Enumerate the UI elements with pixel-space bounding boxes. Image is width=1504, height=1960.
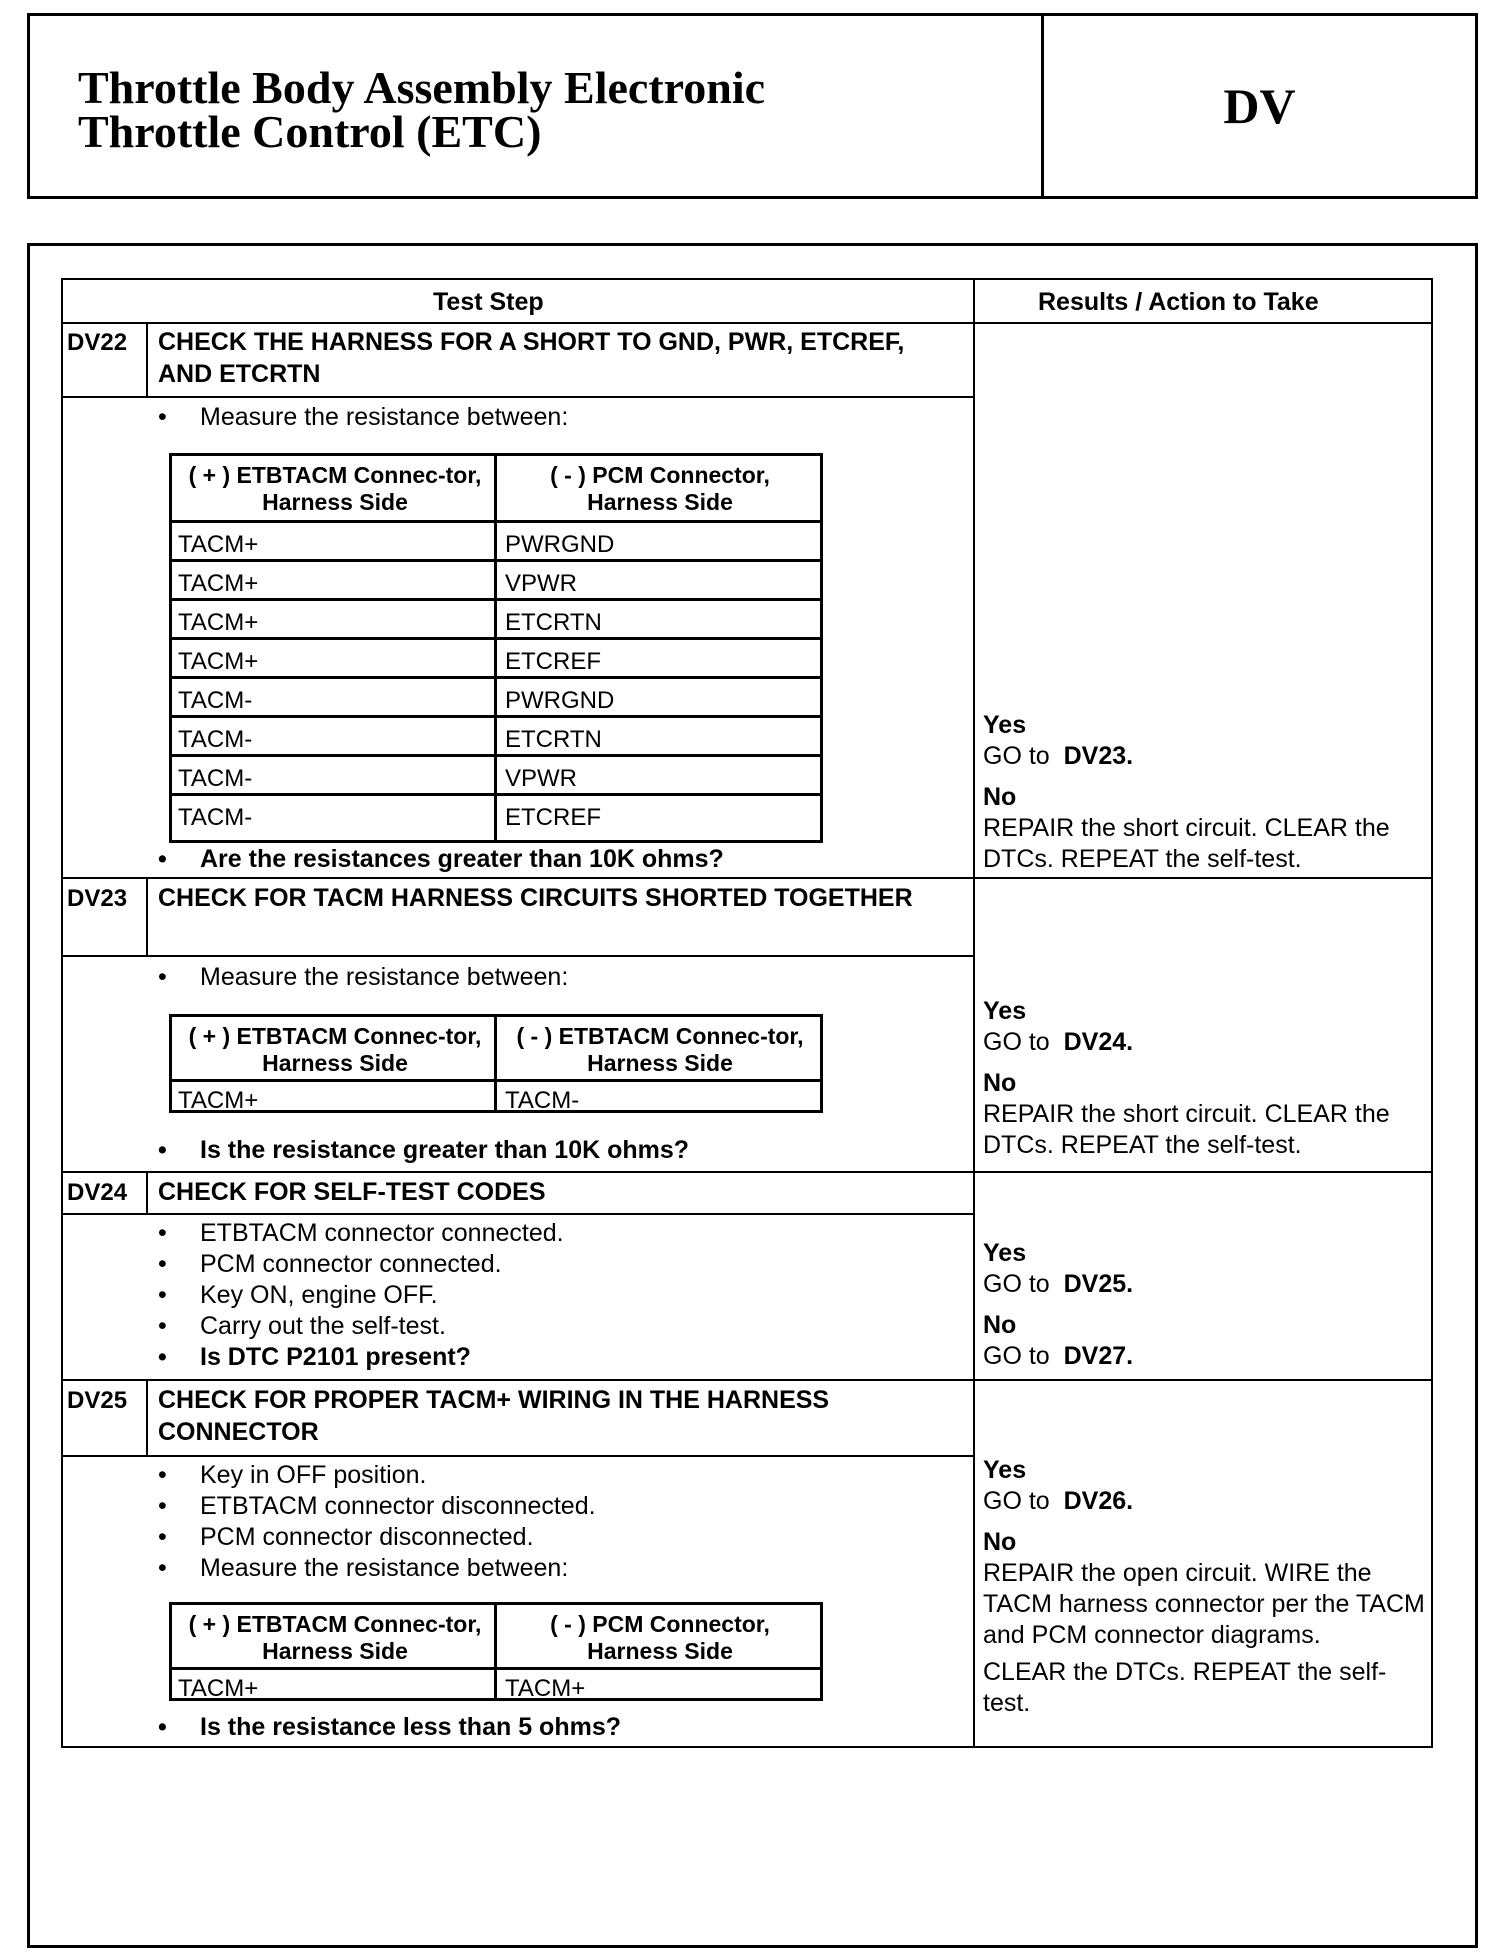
step-code: DV22 [67,329,128,356]
bullet-item: • PCM connector disconnected. [158,1523,534,1551]
table-row [172,559,820,562]
step-result [983,996,1423,1161]
table-row [172,754,820,757]
step-separator [63,1171,1431,1173]
title-line-1: Throttle Body Assembly Electronic [78,62,766,113]
table-row [172,637,820,640]
cell-minus: PWRGND [505,687,615,714]
cell-plus: TACM+ [178,570,259,597]
cell-plus: TACM+ [178,1675,259,1702]
measurement-header-minus: ( - ) PCM Connector, Harness Side [550,462,770,515]
yes-label: Yes [983,1239,1027,1267]
step-result [983,710,1423,875]
yes-label: Yes [983,1456,1027,1484]
measurement-header-minus: ( - ) PCM Connector, Harness Side [550,1611,770,1664]
measurement-header-minus: ( - ) ETBTACM Connec-tor, Harness Side [516,1023,804,1076]
bullet-item: • Key ON, engine OFF. [158,1281,438,1309]
no-label: No [983,1311,1017,1339]
step-separator [63,1379,1431,1381]
bullet-item: • Key in OFF position. [158,1461,427,1489]
table-row [172,1667,820,1670]
code-divider [146,1379,148,1456]
title-row-border [63,1455,973,1457]
step-title: CHECK FOR PROPER TACM+ WIRING IN THE HARNESS CONNECTOR [158,1386,830,1446]
table-row [172,1079,820,1082]
step-code: DV24 [67,1179,128,1206]
step-question: • Are the resistances greater than 10K ohms? [158,845,724,873]
step-code: DV25 [67,1387,128,1414]
no-action: REPAIR the open circuit. WIRE the TACM harness connector per the TACM and PCM connector diagrams. [983,1559,1425,1649]
measurement-table [169,1602,823,1701]
cell-minus: ETCRTN [505,726,602,753]
table-row [172,520,820,523]
cell-plus: TACM- [178,726,253,753]
measurement-table-divider [494,1017,497,1110]
yes-action: GO to DV26. [983,1487,1134,1515]
table-row [172,598,820,601]
bullet-item: • ETBTACM connector disconnected. [158,1492,596,1520]
yes-action: GO to DV24. [983,1028,1134,1056]
yes-action: GO to DV23. [983,742,1134,770]
measurement-table-divider [494,456,497,840]
cell-minus: TACM- [505,1087,580,1114]
no-label: No [983,783,1017,811]
cell-minus: ETCREF [505,804,601,831]
step-question: • Is DTC P2101 present? [158,1343,471,1371]
no-label: No [983,1528,1017,1556]
measurement-table [169,1014,823,1113]
test-step-table [61,278,1433,1748]
yes-action: GO to DV25. [983,1270,1134,1298]
yes-label: Yes [983,997,1027,1025]
step-result [983,1238,1423,1372]
cell-minus: ETCREF [505,648,601,675]
title-row-border [63,955,973,957]
cell-plus: TACM+ [178,609,259,636]
step-question: • Is the resistance greater than 10K ohms? [158,1136,690,1164]
title-row-border [63,396,973,398]
step-title: CHECK FOR SELF-TEST CODES [158,1178,546,1206]
cell-minus: VPWR [505,570,577,597]
no-action: REPAIR the short circuit. CLEAR the DTCs. REPEAT the self-test. [983,1100,1390,1159]
header-row-border [63,322,1431,324]
page-header [27,13,1478,199]
no-action: GO to DV27. [983,1342,1134,1370]
bullet-item: • Measure the resistance between: [158,963,569,991]
cell-minus: VPWR [505,765,577,792]
step-title: CHECK FOR TACM HARNESS CIRCUITS SHORTED TOGETHER [158,884,913,912]
step-title: CHECK THE HARNESS FOR A SHORT TO GND, PWR, ETCREF, AND ETCRTN [158,328,905,388]
column-divider [973,280,975,1746]
no-action-2: CLEAR the DTCs. REPEAT the self-test. [983,1658,1387,1717]
cell-plus: TACM- [178,765,253,792]
title-line-2: Throttle Control (ETC) [78,106,542,157]
code-divider [146,322,148,397]
cell-minus: PWRGND [505,531,615,558]
measurement-header-plus: ( + ) ETBTACM Connec-tor, Harness Side [188,462,482,515]
code-divider [146,1171,148,1214]
col-header-test-step: Test Step [433,288,544,316]
step-result [983,1455,1428,1719]
page-title [78,62,766,157]
measurement-table-divider [494,1605,497,1698]
step-separator [63,877,1431,879]
cell-plus: TACM+ [178,1087,259,1114]
cell-plus: TACM- [178,687,253,714]
table-row [172,676,820,679]
yes-label: Yes [983,711,1027,739]
table-row [172,715,820,718]
bullet-item: • Measure the resistance between: [158,1554,569,1582]
measurement-header-plus: ( + ) ETBTACM Connec-tor, Harness Side [188,1023,482,1076]
step-code: DV23 [67,885,128,912]
col-header-results: Results / Action to Take [1038,288,1319,316]
cell-plus: TACM+ [178,531,259,558]
cell-minus: ETCRTN [505,609,602,636]
bullet-item: • Carry out the self-test. [158,1312,446,1340]
cell-minus: TACM+ [505,1675,586,1702]
measurement-header-plus: ( + ) ETBTACM Connec-tor, Harness Side [188,1611,482,1664]
bullet-item: • ETBTACM connector connected. [158,1219,564,1247]
bullet-item: • Measure the resistance between: [158,403,569,431]
section-code: DV [1223,78,1296,134]
step-question: • Is the resistance less than 5 ohms? [158,1713,621,1741]
cell-plus: TACM- [178,804,253,831]
cell-plus: TACM+ [178,648,259,675]
title-row-border [63,1213,973,1215]
no-label: No [983,1069,1017,1097]
no-action: REPAIR the short circuit. CLEAR the DTCs. REPEAT the self-test. [983,814,1390,873]
bullet-item: • PCM connector connected. [158,1250,502,1278]
measurement-table [169,453,823,843]
code-divider [146,877,148,956]
table-row [172,793,820,796]
